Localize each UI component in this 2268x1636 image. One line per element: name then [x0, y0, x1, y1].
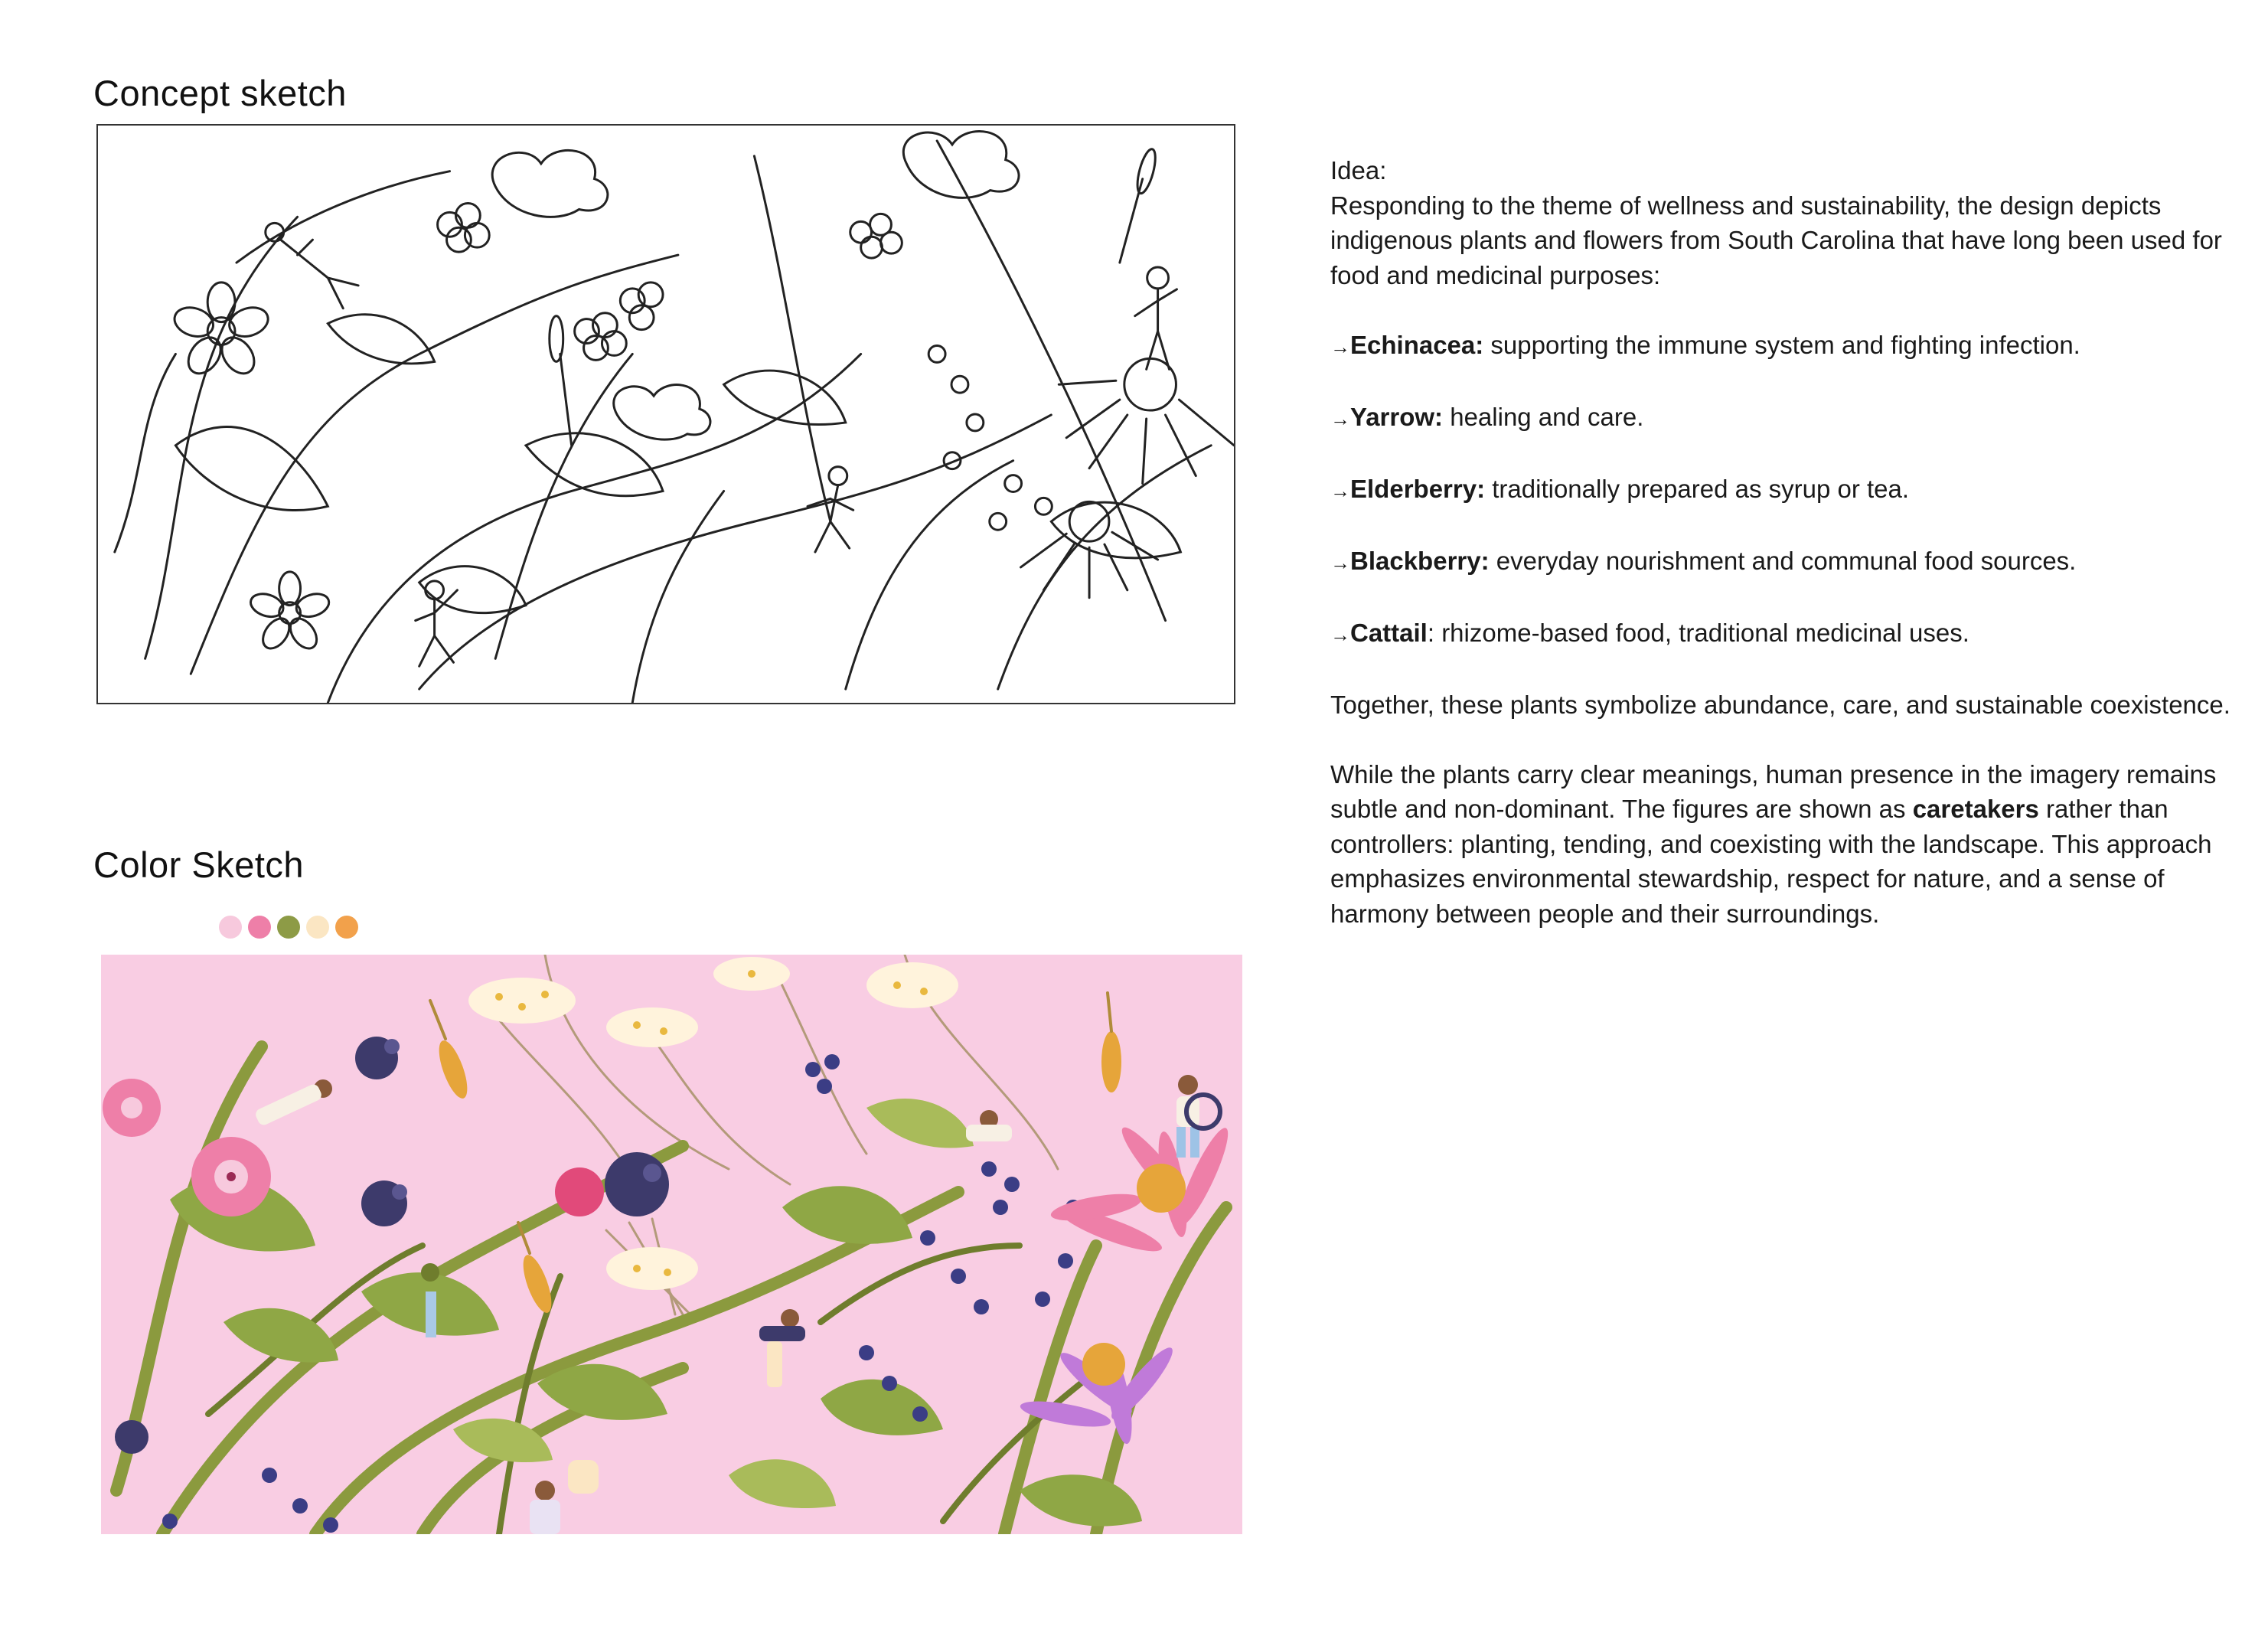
plant-name: Blackberry: — [1350, 546, 1490, 575]
plant-item-elderberry — [1330, 472, 2249, 509]
arrow-icon: → — [1330, 622, 1350, 646]
color-sketch-title: Color Sketch — [93, 844, 305, 885]
concept-sketch-drawing — [96, 124, 1235, 704]
arrow-icon: → — [1330, 407, 1350, 430]
human-text-part-1: While the plants carry clear meanings, human presence in the imagery remains subtle and non-dominant. The figures are shown as — [1330, 759, 2217, 823]
plant-name: Echinacea: — [1350, 330, 1484, 359]
concept-sketch-title: Concept sketch — [93, 73, 347, 113]
plant-description: everyday nourishment and communal food sources. — [1489, 546, 2077, 575]
palette-swatch-3 — [277, 916, 300, 939]
plant-description: supporting the immune system and fighting infection. — [1483, 330, 2080, 359]
plant-name: Elderberry: — [1350, 474, 1486, 503]
arrow-icon: → — [1330, 550, 1350, 574]
arrow-icon: → — [1330, 335, 1350, 358]
palette-swatch-2 — [248, 916, 271, 939]
plant-description: healing and care. — [1443, 402, 1644, 431]
together-paragraph: Together, these plants symbolize abundance, care, and sustainable coexistence. — [1330, 690, 2230, 719]
color-palette — [219, 916, 358, 939]
color-sketch-illustration — [101, 955, 1242, 1534]
palette-swatch-5 — [335, 916, 358, 939]
plant-item-cattail — [1330, 616, 2249, 653]
plant-name: Yarrow: — [1350, 402, 1444, 431]
plant-description: : rhizome-based food, traditional medicinal uses. — [1427, 618, 1969, 647]
human-text-part-2: rather than controllers: planting, tending, and coexisting with the landscape. This approach emphasizes environmental stewardship, respect for nature, and a sense of harmony between people and their surroundings. — [1330, 795, 2212, 928]
palette-swatch-1 — [219, 916, 242, 939]
plant-item-yarrow — [1330, 400, 2249, 437]
palette-swatch-4 — [306, 916, 329, 939]
caretakers-emphasis: caretakers — [1912, 795, 2039, 823]
plant-item-echinacea — [1330, 328, 2249, 365]
intro-paragraph: Responding to the theme of wellness and sustainability, the design depicts indigenous plants and flowers from South Carolina that have long been used for food and medicinal purposes: — [1330, 191, 2222, 289]
description-panel — [1330, 153, 2249, 931]
plant-description: traditionally prepared as syrup or tea. — [1485, 474, 1910, 503]
human-presence-paragraph — [1330, 757, 2249, 932]
plant-name: Cattail — [1350, 618, 1428, 647]
plant-item-blackberry — [1330, 544, 2249, 581]
arrow-icon: → — [1330, 478, 1350, 502]
idea-label: Idea: — [1330, 156, 1387, 184]
